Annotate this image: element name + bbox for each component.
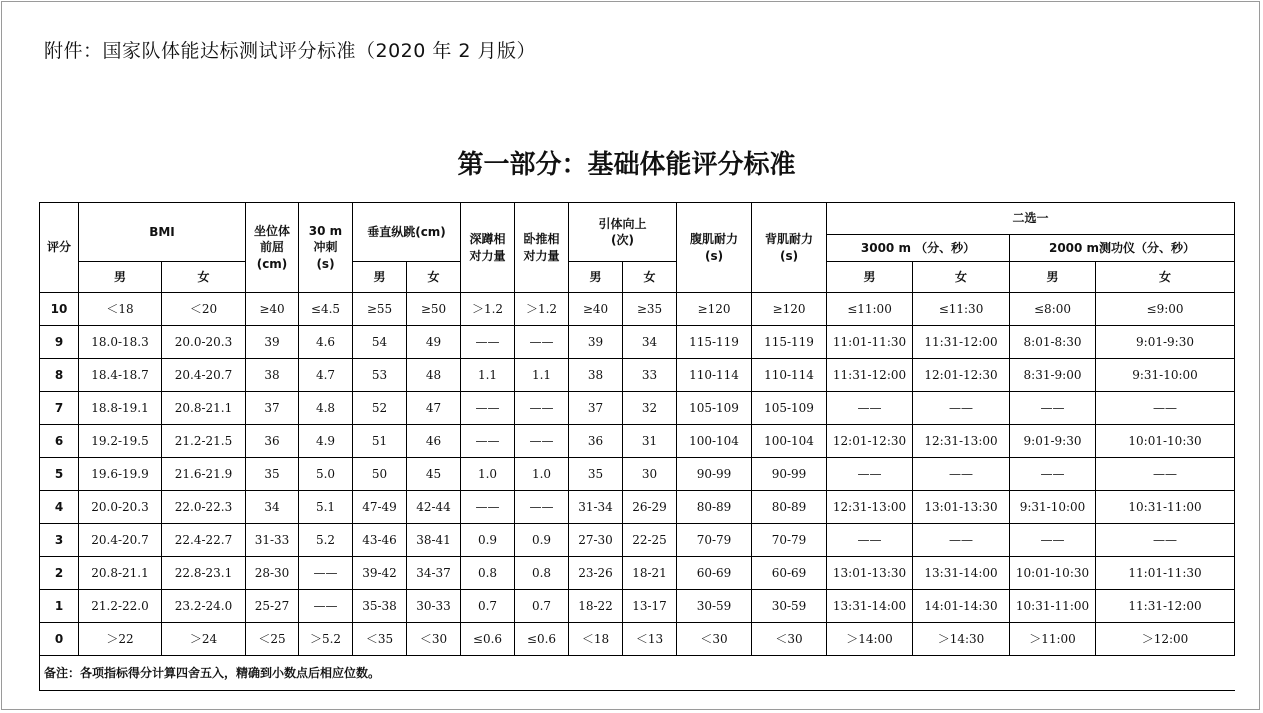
- table-cell: ＞12:00: [1096, 623, 1235, 656]
- table-cell: ≤11:00: [827, 293, 913, 326]
- table-cell: ——: [1010, 458, 1096, 491]
- table-row: [40, 392, 1235, 425]
- table-cell: 18.0-18.3: [79, 326, 162, 359]
- table-cell: ——: [1096, 392, 1235, 425]
- table-cell: 31: [623, 425, 677, 458]
- table-cell: 90-99: [752, 458, 827, 491]
- table-cell: 52: [353, 392, 407, 425]
- table-cell: 13-17: [623, 590, 677, 623]
- header-bench-line2: 对力量: [523, 248, 560, 263]
- table-cell: ——: [515, 392, 569, 425]
- header-pullup-line1: 引体向上: [598, 216, 647, 231]
- table-cell: 90-99: [677, 458, 752, 491]
- table-cell: ——: [515, 491, 569, 524]
- table-cell: ＜18: [569, 623, 623, 656]
- table-cell: 22.4-22.7: [162, 524, 246, 557]
- table-cell: 22.0-22.3: [162, 491, 246, 524]
- header-run-female: 女: [913, 262, 1010, 293]
- score-cell: 0: [40, 623, 79, 656]
- table-cell: 21.2-22.0: [79, 590, 162, 623]
- table-cell: 12:01-12:30: [913, 359, 1010, 392]
- header-squat-line2: 对力量: [469, 248, 506, 263]
- table-cell: 13:31-14:00: [913, 557, 1010, 590]
- table-cell: 14:01-14:30: [913, 590, 1010, 623]
- header-abs-endurance: [677, 203, 752, 293]
- table-cell: 1.0: [515, 458, 569, 491]
- header-run-3000m: 3000 m （分、秒）: [827, 235, 1010, 262]
- table-cell: 70-79: [752, 524, 827, 557]
- header-sit-reach-unit: (cm): [256, 256, 288, 271]
- section-title: 第一部分：基础体能评分标准: [457, 150, 796, 180]
- table-cell: 18-21: [623, 557, 677, 590]
- table-cell: 10:31-11:00: [1010, 590, 1096, 623]
- table-row: [40, 359, 1235, 392]
- table-cell: 20.8-21.1: [162, 392, 246, 425]
- table-cell: ——: [1096, 458, 1235, 491]
- table-cell: 51: [353, 425, 407, 458]
- table-row: [40, 623, 1235, 656]
- table-cell: 8:01-8:30: [1010, 326, 1096, 359]
- table-cell: ——: [515, 326, 569, 359]
- table-cell: 35-38: [353, 590, 407, 623]
- table-cell: ——: [299, 590, 353, 623]
- table-cell: ——: [913, 392, 1010, 425]
- table-cell: 4.6: [299, 326, 353, 359]
- header-bmi-female: 女: [162, 262, 246, 293]
- table-cell: 11:31-12:00: [1096, 590, 1235, 623]
- table-cell: 21.6-21.9: [162, 458, 246, 491]
- table-cell: 5.1: [299, 491, 353, 524]
- table-cell: 31-34: [569, 491, 623, 524]
- header-bmi: BMI: [79, 203, 246, 262]
- header-choose-one: 二选一: [827, 203, 1235, 235]
- table-cell: ＜18: [79, 293, 162, 326]
- table-cell: 0.8: [461, 557, 515, 590]
- table-row: [40, 326, 1235, 359]
- table-cell: 12:31-13:00: [827, 491, 913, 524]
- score-cell: 10: [40, 293, 79, 326]
- table-cell: ＞24: [162, 623, 246, 656]
- table-cell: 22.8-23.1: [162, 557, 246, 590]
- table-cell: ＞5.2: [299, 623, 353, 656]
- table-cell: 38: [246, 359, 299, 392]
- table-row: [40, 491, 1235, 524]
- score-cell: 3: [40, 524, 79, 557]
- header-sprint-line1: 30 m: [308, 224, 343, 239]
- header-vjump-male: 男: [353, 262, 407, 293]
- table-cell: 37: [569, 392, 623, 425]
- table-cell: 33: [623, 359, 677, 392]
- header-back-endurance: [752, 203, 827, 293]
- score-cell: 8: [40, 359, 79, 392]
- table-cell: ＞14:30: [913, 623, 1010, 656]
- table-cell: ＞1.2: [461, 293, 515, 326]
- header-squat: [461, 203, 515, 293]
- header-squat-line1: 深蹲相: [469, 232, 506, 247]
- table-cell: 30: [623, 458, 677, 491]
- table-cell: 45: [407, 458, 461, 491]
- table-cell: 28-30: [246, 557, 299, 590]
- header-sit-reach-line1: 坐位体: [253, 224, 290, 239]
- table-cell: ＜35: [353, 623, 407, 656]
- table-cell: 1.0: [461, 458, 515, 491]
- table-cell: 21.2-21.5: [162, 425, 246, 458]
- table-cell: 35: [569, 458, 623, 491]
- table-cell: 19.6-19.9: [79, 458, 162, 491]
- header-pullup: [569, 203, 677, 262]
- table-cell: 47: [407, 392, 461, 425]
- table-cell: ≥35: [623, 293, 677, 326]
- table-cell: 80-89: [752, 491, 827, 524]
- table-cell: 38-41: [407, 524, 461, 557]
- table-cell: 48: [407, 359, 461, 392]
- table-cell: ＞1.2: [515, 293, 569, 326]
- table-cell: 115-119: [752, 326, 827, 359]
- header-pullup-female: 女: [623, 262, 677, 293]
- table-cell: 0.8: [515, 557, 569, 590]
- table-cell: ——: [827, 392, 913, 425]
- table-cell: ≤8:00: [1010, 293, 1096, 326]
- table-cell: ——: [461, 425, 515, 458]
- table-cell: 18.4-18.7: [79, 359, 162, 392]
- table-cell: 13:31-14:00: [827, 590, 913, 623]
- score-cell: 7: [40, 392, 79, 425]
- header-pullup-unit: (次): [611, 233, 634, 247]
- table-cell: 20.0-20.3: [162, 326, 246, 359]
- table-cell: 32: [623, 392, 677, 425]
- table-cell: 1.1: [461, 359, 515, 392]
- header-bench-line1: 卧推相: [523, 232, 560, 247]
- table-cell: 23.2-24.0: [162, 590, 246, 623]
- table-cell: 30-33: [407, 590, 461, 623]
- table-cell: 105-109: [677, 392, 752, 425]
- header-sprint-unit: (s): [316, 256, 335, 271]
- table-cell: 30-59: [677, 590, 752, 623]
- table-cell: 20.0-20.3: [79, 491, 162, 524]
- scoring-standards-table: [39, 202, 1235, 691]
- table-cell: 12:01-12:30: [827, 425, 913, 458]
- header-sit-reach: [246, 203, 299, 293]
- table-cell: 19.2-19.5: [79, 425, 162, 458]
- table-body: [40, 293, 1235, 656]
- score-cell: 4: [40, 491, 79, 524]
- table-footnote: 备注：各项指标得分计算四舍五入，精确到小数点后相应位数。: [40, 656, 1235, 691]
- table-cell: 10:01-10:30: [1010, 557, 1096, 590]
- table-cell: 53: [353, 359, 407, 392]
- table-cell: ≥120: [677, 293, 752, 326]
- table-cell: ——: [827, 458, 913, 491]
- table-cell: 12:31-13:00: [913, 425, 1010, 458]
- table-row: [40, 590, 1235, 623]
- header-ergo-female: 女: [1096, 262, 1235, 293]
- table-cell: 1.1: [515, 359, 569, 392]
- table-cell: 4.7: [299, 359, 353, 392]
- table-cell: 10:01-10:30: [1096, 425, 1235, 458]
- table-cell: 20.8-21.1: [79, 557, 162, 590]
- table-cell: 10:31-11:00: [1096, 491, 1235, 524]
- table-cell: 8:31-9:00: [1010, 359, 1096, 392]
- table-cell: 47-49: [353, 491, 407, 524]
- table-cell: ——: [827, 524, 913, 557]
- table-cell: ＞14:00: [827, 623, 913, 656]
- table-cell: 34: [623, 326, 677, 359]
- table-cell: ＜25: [246, 623, 299, 656]
- table-cell: 0.7: [515, 590, 569, 623]
- table-cell: ≤9:00: [1096, 293, 1235, 326]
- table-cell: 54: [353, 326, 407, 359]
- table-cell: ——: [461, 392, 515, 425]
- header-bench: [515, 203, 569, 293]
- table-cell: ≤0.6: [461, 623, 515, 656]
- table-cell: ——: [1096, 524, 1235, 557]
- table-cell: 25-27: [246, 590, 299, 623]
- header-score: 评分: [40, 203, 79, 293]
- table-cell: 0.9: [461, 524, 515, 557]
- header-pullup-male: 男: [569, 262, 623, 293]
- header-bmi-male: 男: [79, 262, 162, 293]
- header-sprint: [299, 203, 353, 293]
- table-cell: 0.9: [515, 524, 569, 557]
- table-cell: 18-22: [569, 590, 623, 623]
- table-row: [40, 557, 1235, 590]
- table-cell: 36: [246, 425, 299, 458]
- table-cell: 20.4-20.7: [79, 524, 162, 557]
- table-cell: ≥40: [569, 293, 623, 326]
- table-cell: 0.7: [461, 590, 515, 623]
- table-cell: ≥55: [353, 293, 407, 326]
- table-cell: ——: [913, 524, 1010, 557]
- table-cell: 22-25: [623, 524, 677, 557]
- table-cell: ——: [461, 491, 515, 524]
- header-ergo-male: 男: [1010, 262, 1096, 293]
- table-row: [40, 425, 1235, 458]
- table-cell: 105-109: [752, 392, 827, 425]
- table-cell: ＜30: [407, 623, 461, 656]
- header-sit-reach-line2: 前屈: [259, 240, 284, 255]
- table-cell: 100-104: [752, 425, 827, 458]
- table-cell: 4.9: [299, 425, 353, 458]
- header-back-line1: 背肌耐力: [765, 232, 814, 247]
- header-run-male: 男: [827, 262, 913, 293]
- table-cell: ≥40: [246, 293, 299, 326]
- table-cell: 100-104: [677, 425, 752, 458]
- header-back-unit: (s): [779, 248, 799, 263]
- score-cell: 1: [40, 590, 79, 623]
- table-cell: ——: [1010, 524, 1096, 557]
- table-cell: 60-69: [677, 557, 752, 590]
- table-cell: 35: [246, 458, 299, 491]
- table-cell: ——: [515, 425, 569, 458]
- table-cell: 5.2: [299, 524, 353, 557]
- table-cell: ＞22: [79, 623, 162, 656]
- table-cell: 11:31-12:00: [913, 326, 1010, 359]
- table-cell: 13:01-13:30: [913, 491, 1010, 524]
- table-cell: 39-42: [353, 557, 407, 590]
- table-cell: 43-46: [353, 524, 407, 557]
- table-cell: 110-114: [677, 359, 752, 392]
- table-cell: 37: [246, 392, 299, 425]
- table-cell: 11:31-12:00: [827, 359, 913, 392]
- table-cell: ＜13: [623, 623, 677, 656]
- header-abs-unit: (s): [704, 248, 724, 263]
- table-cell: ＞11:00: [1010, 623, 1096, 656]
- table-cell: 70-79: [677, 524, 752, 557]
- score-cell: 9: [40, 326, 79, 359]
- table-cell: 39: [569, 326, 623, 359]
- table-cell: 34-37: [407, 557, 461, 590]
- table-cell: 18.8-19.1: [79, 392, 162, 425]
- table-cell: 26-29: [623, 491, 677, 524]
- table-cell: ——: [461, 326, 515, 359]
- table-row: [40, 293, 1235, 326]
- table-cell: ≥50: [407, 293, 461, 326]
- header-abs-line1: 腹肌耐力: [690, 232, 739, 247]
- score-cell: 5: [40, 458, 79, 491]
- table-cell: 31-33: [246, 524, 299, 557]
- table-cell: 36: [569, 425, 623, 458]
- table-cell: 110-114: [752, 359, 827, 392]
- table-cell: 11:01-11:30: [827, 326, 913, 359]
- table-cell: ＜30: [677, 623, 752, 656]
- header-vertical-jump: 垂直纵跳(cm): [353, 203, 461, 262]
- header-sprint-line2: 冲刺: [313, 240, 338, 255]
- table-cell: ——: [1010, 392, 1096, 425]
- table-cell: 9:31-10:00: [1010, 491, 1096, 524]
- table-cell: 4.8: [299, 392, 353, 425]
- score-cell: 2: [40, 557, 79, 590]
- table-cell: ＜30: [752, 623, 827, 656]
- table-cell: ——: [913, 458, 1010, 491]
- table-cell: 9:31-10:00: [1096, 359, 1235, 392]
- table-cell: ≤0.6: [515, 623, 569, 656]
- table-row: [40, 524, 1235, 557]
- table-cell: ＜20: [162, 293, 246, 326]
- table-cell: 34: [246, 491, 299, 524]
- table-cell: 42-44: [407, 491, 461, 524]
- table-cell: ≤4.5: [299, 293, 353, 326]
- table-cell: 9:01-9:30: [1096, 326, 1235, 359]
- table-cell: 80-89: [677, 491, 752, 524]
- table-row: [40, 458, 1235, 491]
- table-cell: 60-69: [752, 557, 827, 590]
- table-cell: 38: [569, 359, 623, 392]
- table-cell: 9:01-9:30: [1010, 425, 1096, 458]
- score-cell: 6: [40, 425, 79, 458]
- table-cell: 30-59: [752, 590, 827, 623]
- header-ergometer-2000m: 2000 m测功仪（分、秒）: [1010, 235, 1235, 262]
- table-cell: ——: [299, 557, 353, 590]
- table-cell: ≤11:30: [913, 293, 1010, 326]
- table-cell: 39: [246, 326, 299, 359]
- attachment-title: 附件：国家队体能达标测试评分标准（2020 年 2 月版）: [44, 40, 537, 62]
- table-cell: 5.0: [299, 458, 353, 491]
- table-cell: ≥120: [752, 293, 827, 326]
- table-cell: 115-119: [677, 326, 752, 359]
- table-cell: 13:01-13:30: [827, 557, 913, 590]
- table-cell: 11:01-11:30: [1096, 557, 1235, 590]
- header-vjump-female: 女: [407, 262, 461, 293]
- table-cell: 50: [353, 458, 407, 491]
- table-cell: 27-30: [569, 524, 623, 557]
- table-cell: 20.4-20.7: [162, 359, 246, 392]
- table-cell: 23-26: [569, 557, 623, 590]
- table-cell: 49: [407, 326, 461, 359]
- table-cell: 46: [407, 425, 461, 458]
